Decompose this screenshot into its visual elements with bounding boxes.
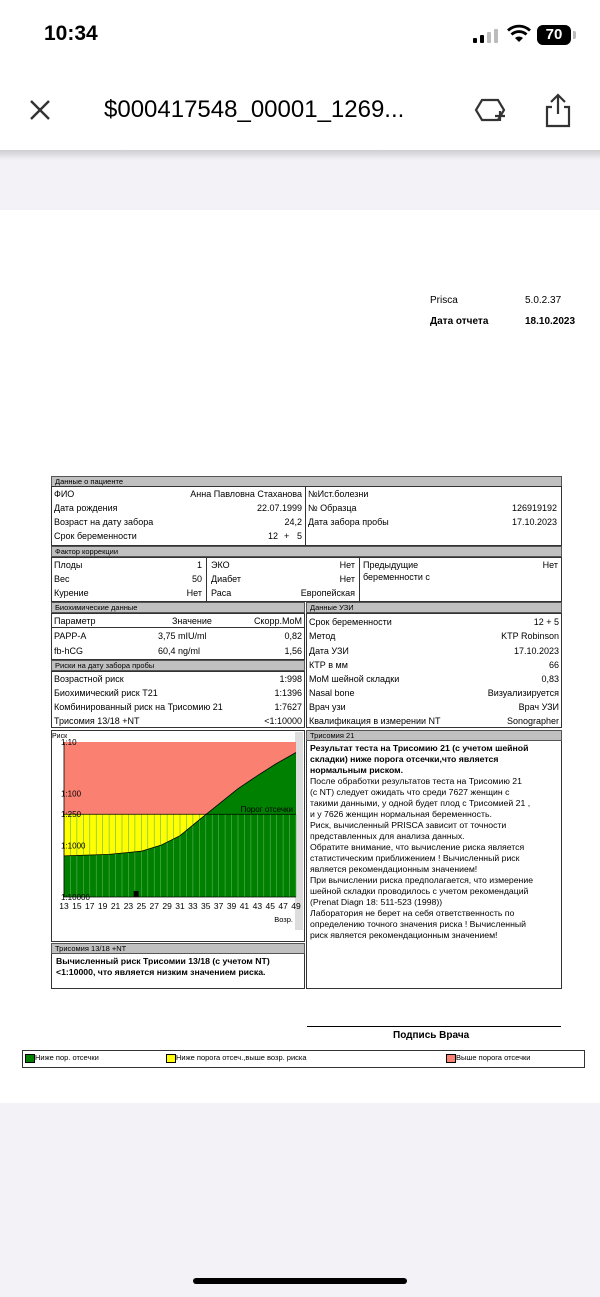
t1318-risk-value: <1:10000: [264, 716, 302, 726]
biochem-row-value: 3,75 mIU/ml: [158, 631, 207, 641]
t21-result-body-line: При вычислении риска предполагается, что измерение: [310, 875, 534, 885]
smoking-label: Курение: [54, 588, 89, 598]
x-tick-label: 17: [85, 901, 95, 911]
wifi-icon: [507, 25, 531, 43]
usd-doctor-label: Врач узи: [309, 702, 346, 712]
term-plus: +: [284, 531, 290, 541]
case-number-label: №Ист.болезни: [308, 489, 369, 499]
diabetes-label: Диабет: [211, 574, 242, 584]
usd-section-header: Данные УЗИ: [306, 602, 562, 613]
usd-method-value: KTP Robinson: [501, 631, 559, 641]
y-tick-label: 1:10: [61, 738, 77, 747]
x-tick-label: 25: [136, 901, 147, 911]
risk-chart: [52, 731, 301, 941]
ivf-label: ЭКО: [211, 560, 230, 570]
x-tick-label: 39: [226, 901, 237, 911]
prev-label-1: Предыдущие: [363, 560, 419, 570]
t1318-result-line: <1:10000, что является низким значением риска.: [56, 967, 266, 977]
app-name: Prisca: [430, 295, 458, 306]
usd-term-value: 12 + 5: [533, 617, 559, 627]
correction-section-header: Фактор коррекции: [51, 546, 562, 557]
markup-shapes-icon[interactable]: [473, 94, 507, 128]
age-risk-label: Возрастной риск: [54, 674, 124, 684]
usd-qual-label: Квалификация в измерении NT: [309, 716, 441, 726]
battery-tip: [573, 31, 576, 39]
y-tick-label: 1:100: [61, 789, 82, 799]
x-tick-label: 19: [97, 901, 108, 911]
t21-result-body-line: статистическим приближением ! Вычисленный риск: [310, 853, 520, 863]
t21-result-body-line: (Prenat Diagn 18: 511-523 (1998)): [310, 897, 443, 907]
comb-risk-value: 1:7627: [274, 702, 302, 712]
legend-label: Ниже пор. отсечки: [35, 1053, 99, 1062]
usd-nasal-label: Nasal bone: [309, 688, 355, 698]
usd-qual-value: Sonographer: [506, 716, 559, 726]
sample-label: № Образца: [308, 503, 357, 513]
weight-label: Вес: [54, 574, 70, 584]
t21-section-header: Трисомия 21: [306, 730, 562, 741]
usd-nt-value: 0,83: [541, 674, 559, 684]
toolbar-shadow: [0, 150, 600, 160]
fio-label: ФИО: [54, 489, 75, 499]
t21-result-body-line: определению точного значения риска ! Вычисленный: [310, 919, 526, 929]
prev-value: Нет: [542, 560, 558, 570]
t21-result-body-line: представленных для анализа данных.: [310, 831, 465, 841]
prev-label-2: беременности с: [363, 572, 430, 582]
t21-result-body-line: После обработки результатов теста на Трисомию 21: [310, 776, 522, 786]
t1318-risk-label: Трисомия 13/18 +NT: [54, 716, 140, 726]
x-tick-label: 31: [175, 901, 185, 911]
x-tick-label: 21: [110, 901, 121, 911]
close-icon[interactable]: [26, 96, 54, 124]
x-tick-label: 47: [278, 901, 288, 911]
t21-result-body-line: (с NT) следует ожидать что среди 7627 женщин с: [310, 787, 510, 797]
biochem-header-value: Значение: [172, 616, 212, 626]
usd-ktr-label: КТР в мм: [309, 660, 348, 670]
app-version: 5.0.2.37: [525, 295, 562, 306]
race-label: Раса: [211, 588, 232, 598]
battery-icon: 70: [537, 25, 571, 45]
x-tick-label: 13: [59, 901, 69, 911]
x-tick-label: 41: [239, 901, 250, 911]
sample-date-label: Дата забора пробы: [308, 517, 389, 527]
bio-risk-label: Биохимический риск T21: [54, 688, 158, 698]
biochem-row-name: PAPP-A: [54, 631, 87, 641]
risks-section-header: Риски на дату забора пробы: [51, 660, 305, 671]
document-title: $000417548_00001_1269...: [104, 96, 405, 123]
legend-item-mid: [166, 1053, 307, 1063]
y-axis-label: Риск: [52, 733, 68, 740]
cellular-signal-icon: [473, 29, 499, 43]
x-tick-label: 27: [149, 901, 159, 911]
usd-method-label: Метод: [309, 631, 336, 641]
biochem-row-mom: 0,82: [284, 631, 302, 641]
x-axis-label: Возр.: [274, 915, 293, 924]
t21-result-body-line: такими данными, у одной будет плод с Трисомией 21 ,: [310, 798, 531, 808]
t21-result-body-line: Лаборатория не берет на себя ответственность по: [310, 908, 515, 918]
home-indicator[interactable]: [193, 1278, 407, 1284]
t21-result-title-line: складки) ниже порога отсечки,что является: [310, 754, 499, 764]
smoking-value: Нет: [186, 588, 202, 598]
x-tick-label: 49: [291, 901, 301, 911]
age-label: Возраст на дату забора: [54, 517, 154, 527]
t21-result-text: [310, 743, 560, 941]
t21-result-body-line: и у 7626 женщин нормальная беременность.: [310, 809, 492, 819]
bio-risk-value: 1:1396: [274, 688, 302, 698]
ivf-value: Нет: [339, 560, 355, 570]
t1318-result-line: Вычисленный риск Трисомии 13/18 (с учетом NT): [56, 956, 270, 966]
status-time: 10:34: [44, 22, 98, 45]
y-tick-label: 1:1000: [61, 841, 86, 851]
legend-label: Выше порога отсечки: [456, 1053, 531, 1062]
usd-nt-label: MoM шейной складки: [309, 674, 400, 684]
usd-doctor-value: Врач УЗИ: [518, 702, 559, 712]
cutoff-label: Порог отсечки: [240, 805, 293, 815]
report-date: 18.10.2023: [525, 316, 576, 327]
age-value: 24,2: [284, 517, 302, 527]
term-days: 5: [297, 531, 303, 541]
report-date-label: Дата отчета: [430, 316, 489, 327]
biochem-section-header: Биохимические данные: [51, 602, 305, 613]
x-tick-label: 33: [188, 901, 198, 911]
t21-result-body-line: Обратите внимание, что вычисление риска является: [310, 842, 525, 852]
x-tick-label: 35: [201, 901, 211, 911]
share-icon[interactable]: [541, 92, 575, 128]
legend-label: Ниже порога отсеч.,выше возр. риска: [176, 1053, 307, 1062]
x-tick-label: 45: [265, 901, 275, 911]
usd-date-value: 17.10.2023: [513, 646, 559, 656]
biochem-header-param: Параметр: [54, 616, 96, 626]
weight-value: 50: [191, 574, 202, 584]
legend-swatch: [25, 1054, 35, 1063]
comb-risk-label: Комбинированный риск на Трисомию 21: [54, 702, 223, 712]
sample-value: 126919192: [511, 503, 557, 513]
x-tick-label: 29: [162, 901, 172, 911]
t21-result-body-line: шейной складки проводилось с учетом рекомендаций: [310, 886, 529, 896]
t21-result-body-line: риск является рекомендационным значением!: [310, 930, 498, 940]
t21-result-body-line: является рекомендационным значением!: [310, 864, 478, 874]
legend-item-low: [25, 1053, 99, 1063]
dob-value: 22.07.1999: [256, 503, 302, 513]
patient-section-header: Данные о пациенте: [51, 476, 562, 487]
sample-date-value: 17.10.2023: [511, 517, 557, 527]
biochem-row-name: fb-hCG: [54, 646, 84, 656]
legend-swatch: [166, 1054, 176, 1063]
usd-nasal-value: Визуализируется: [487, 688, 559, 698]
term-weeks: 12: [268, 531, 279, 541]
x-tick-label: 43: [252, 901, 263, 911]
y-tick-label: 1:250: [61, 810, 82, 820]
viewer-bottom-gutter: [0, 1103, 600, 1297]
document-page: [0, 210, 600, 1103]
t1318-result-text: [56, 956, 270, 978]
t21-result-title-line: Результат теста на Трисомию 21 (с учетом шейной: [310, 743, 529, 753]
signature-label: Подпись Врача: [393, 1030, 470, 1041]
legend-swatch: [446, 1054, 456, 1063]
biochem-row-mom: 1,56: [284, 646, 302, 656]
race-value: Европейская: [300, 588, 355, 598]
x-tick-label: 37: [213, 901, 224, 911]
usd-term-label: Срок беременности: [309, 617, 392, 627]
dob-label: Дата рождения: [54, 503, 118, 513]
legend-item-high: [446, 1053, 530, 1063]
fio-value: Анна Павловна Стаханова: [190, 489, 302, 499]
fetuses-value: 1: [196, 560, 202, 570]
y-tick-label: 1:10000: [61, 893, 90, 902]
age-risk-value: 1:998: [279, 674, 302, 684]
usd-ktr-value: 66: [548, 660, 559, 670]
t21-result-body-line: Риск, вычисленный PRISCA зависит от точности: [310, 820, 507, 830]
biochem-row-value: 60,4 ng/ml: [158, 646, 201, 656]
biochem-header-mom: Скорр.MoM: [253, 616, 302, 626]
x-tick-label: 23: [123, 901, 134, 911]
patient-risk-bar: [134, 891, 139, 897]
x-tick-label: 15: [72, 901, 82, 911]
t21-result-title-line: нормальным риском.: [310, 765, 403, 775]
usd-date-label: Дата УЗИ: [309, 646, 349, 656]
diabetes-value: Нет: [339, 574, 355, 584]
fetuses-label: Плоды: [54, 560, 83, 570]
term-label: Срок беременности: [54, 531, 137, 541]
t1318-section-header: Трисомия 13/18 +NT: [51, 943, 305, 954]
